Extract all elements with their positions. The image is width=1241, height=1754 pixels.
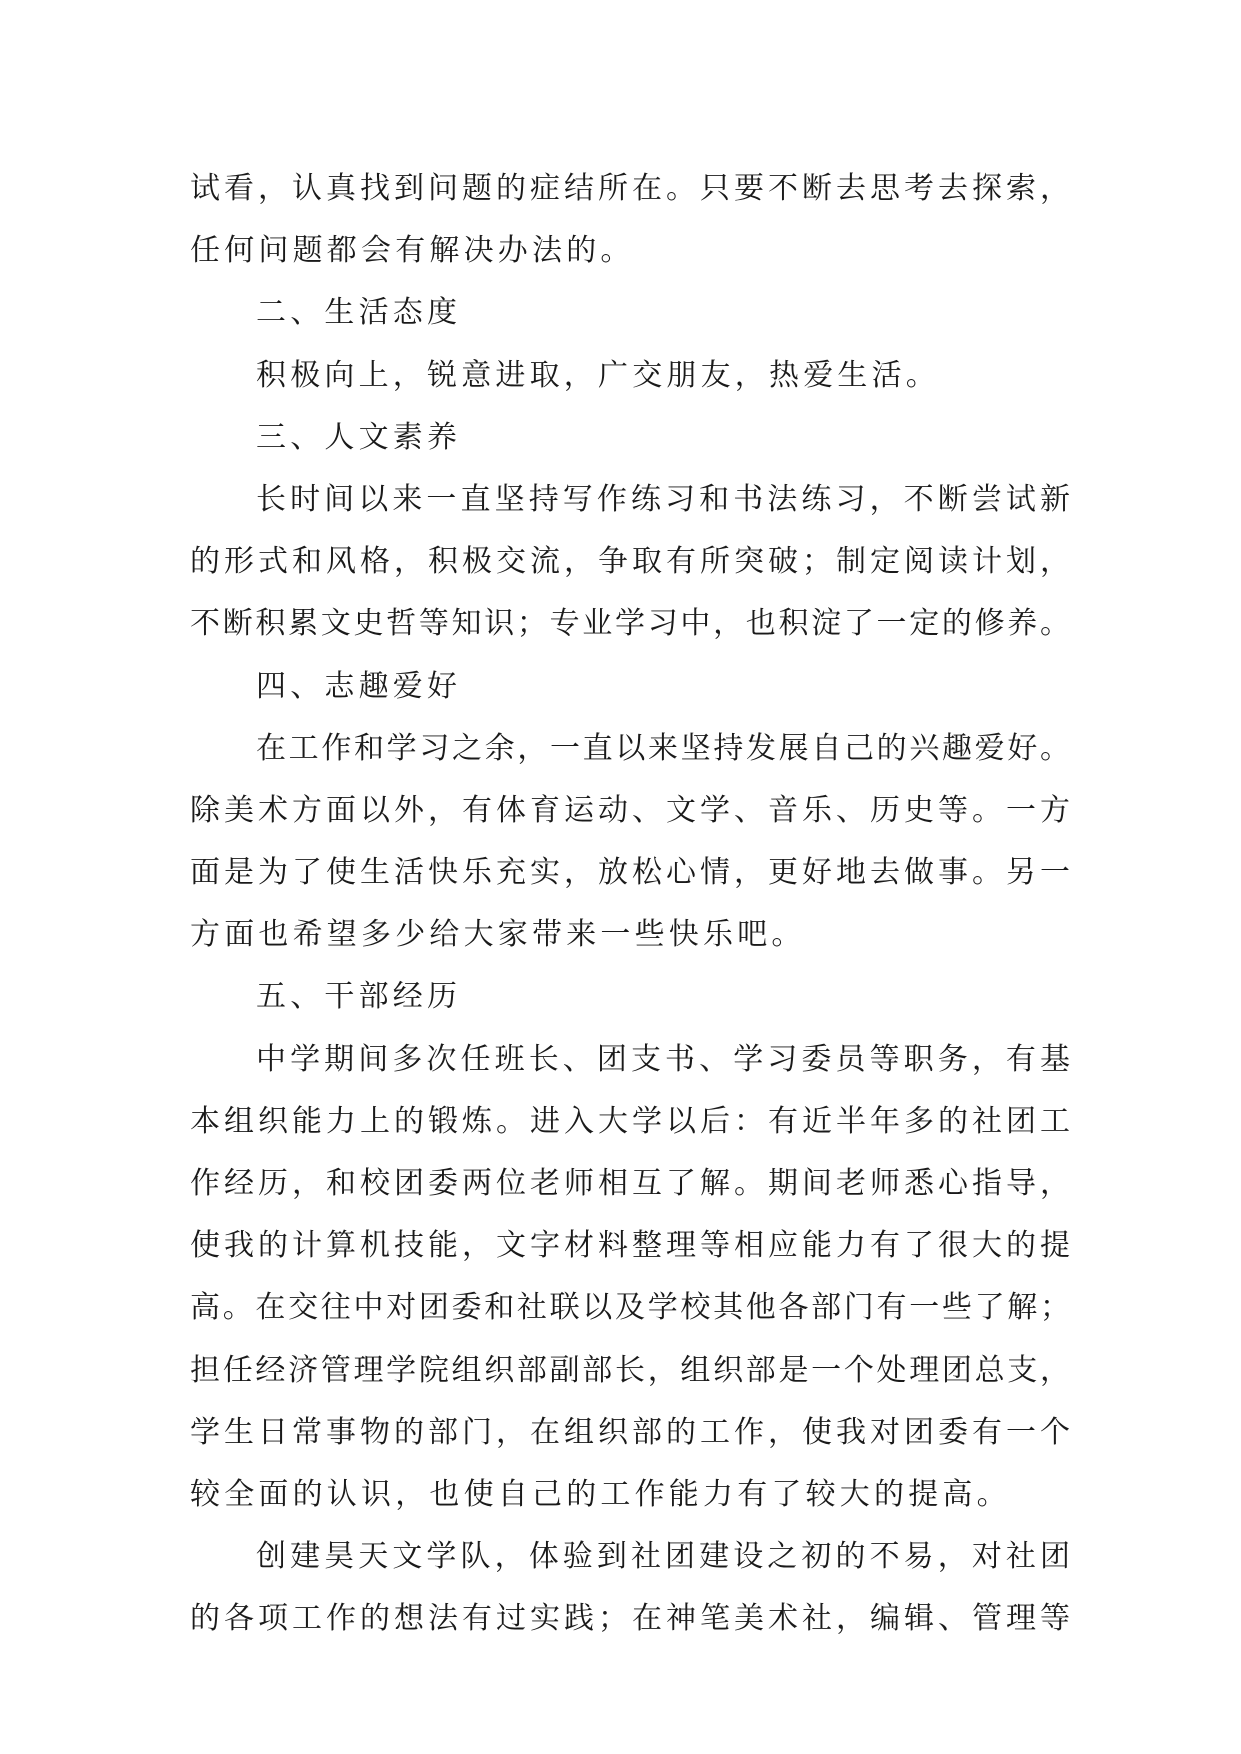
text-line: 的各项工作的想法有过实践；在神笔美术社，编辑、管理等 <box>190 1601 1070 1637</box>
text-line: 本组织能力上的锻炼。进入大学以后：有近半年多的社团工 <box>190 1103 1070 1139</box>
section-heading: 四、志趣爱好 <box>256 668 462 704</box>
text-line: 不断积累文史哲等知识；专业学习中，也积淀了一定的修养。 <box>190 606 1070 642</box>
section-heading: 二、生活态度 <box>256 295 462 331</box>
text-line: 面是为了使生活快乐充实，放松心情，更好地去做事。另一 <box>190 855 1070 891</box>
text-line: 除美术方面以外，有体育运动、文学、音乐、历史等。一方 <box>190 792 1070 828</box>
text-line: 创建昊天文学队，体验到社团建设之初的不易，对社团 <box>256 1539 1070 1575</box>
text-line: 较全面的认识，也使自己的工作能力有了较大的提高。 <box>190 1476 1011 1512</box>
text-line: 试看，认真找到问题的症结所在。只要不断去思考去探索， <box>190 171 1070 206</box>
text-line: 使我的计算机技能，文字材料整理等相应能力有了很大的提 <box>190 1228 1070 1264</box>
text-line: 长时间以来一直坚持写作练习和书法练习，不断尝试新 <box>256 481 1070 517</box>
document-body <box>190 158 1070 1651</box>
text-line: 任何问题都会有解决办法的。 <box>190 233 635 269</box>
section-heading: 五、干部经历 <box>256 979 462 1015</box>
text-line: 的形式和风格，积极交流，争取有所突破；制定阅读计划， <box>190 544 1070 580</box>
text-line: 积极向上，锐意进取，广交朋友，热爱生活。 <box>256 357 940 393</box>
text-line: 作经历，和校团委两位老师相互了解。期间老师悉心指导， <box>190 1166 1070 1201</box>
section-heading: 三、人文素养 <box>256 419 462 455</box>
text-line: 学生日常事物的部门，在组织部的工作，使我对团委有一个 <box>190 1414 1070 1450</box>
text-line: 方面也希望多少给大家带来一些快乐吧。 <box>190 917 806 953</box>
text-line: 在工作和学习之余，一直以来坚持发展自己的兴趣爱好。 <box>256 730 1070 766</box>
text-line: 中学期间多次任班长、团支书、学习委员等职务，有基 <box>256 1041 1070 1077</box>
text-line: 担任经济管理学院组织部副部长，组织部是一个处理团总支， <box>190 1352 1070 1388</box>
text-line: 高。在交往中对团委和社联以及学校其他各部门有一些了解； <box>190 1290 1070 1326</box>
